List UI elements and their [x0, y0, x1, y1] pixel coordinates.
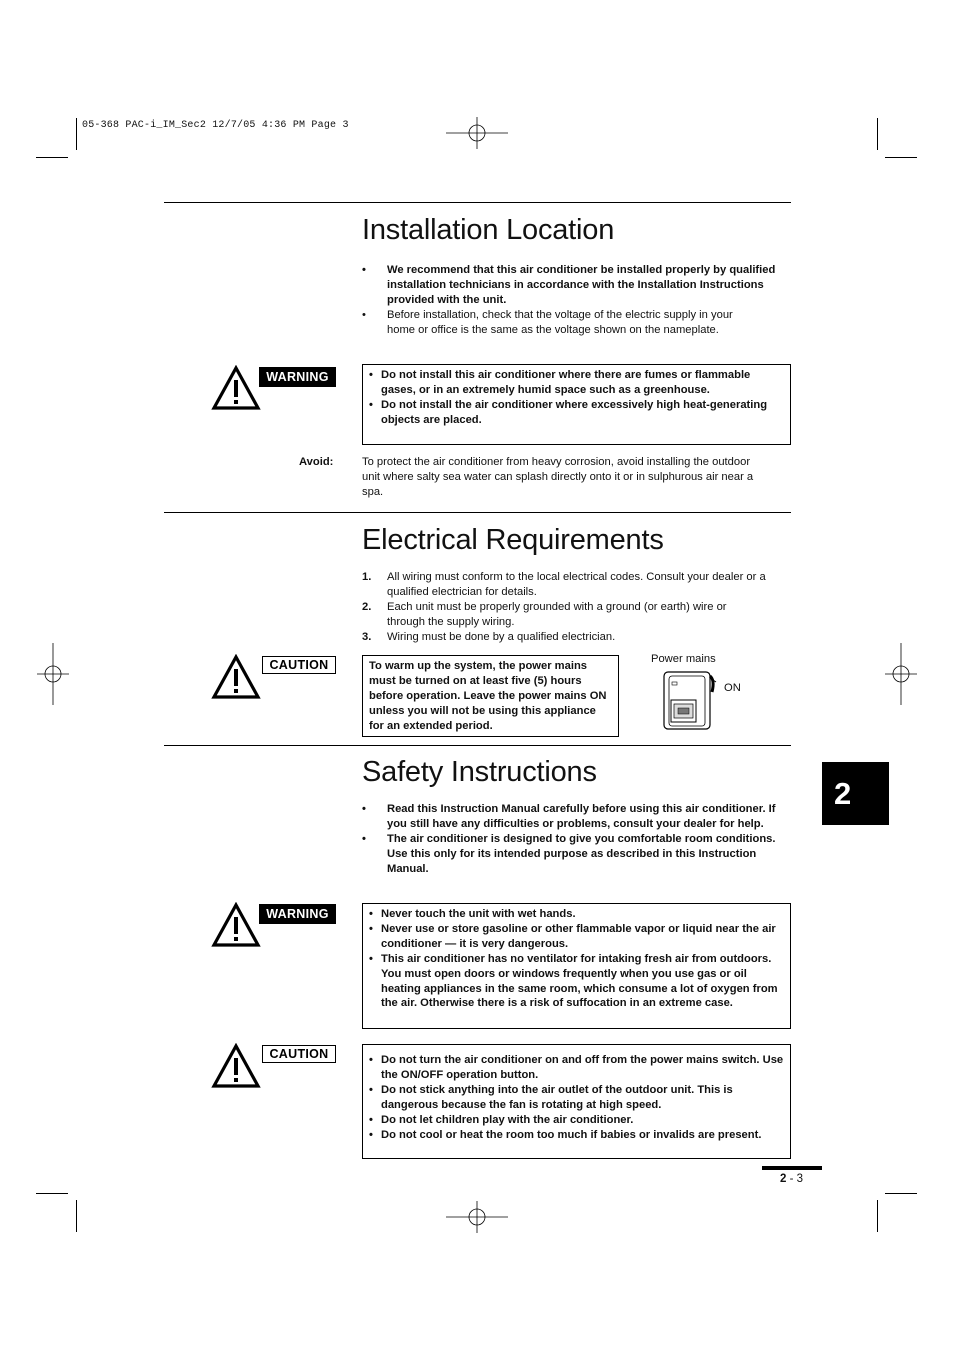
section-rule: [164, 202, 791, 203]
list-item: 2. Each unit must be properly grounded with a ground (or earth) wire or through the supply wiring.: [362, 600, 727, 628]
list-item: 1. All wiring must conform to the local electrical codes. Consult your dealer or a qualified electrician for details.: [362, 571, 766, 598]
safety-title: Safety Instructions: [362, 756, 597, 788]
safety-bullets: [362, 802, 782, 877]
list-item: • The air conditioner is designed to give you comfortable room conditions. Use this only for its intended purpose as described in this Instruction Manual.: [362, 832, 782, 877]
power-mains-label: Power mains: [651, 653, 716, 665]
list-item: • This air conditioner has no ventilator for intaking fresh air from outdoors. You must open doors or windows frequently when you use gas or oil heating appliances in the same room, which consume a lot of oxygen from the air. Otherwise there is a risk of suffocation in an extreme case.: [369, 952, 784, 1012]
safety-caution-box: [362, 1044, 791, 1159]
section-tab: 2: [822, 762, 889, 825]
page-number-bar: [762, 1166, 822, 1170]
safety-warning-box: [362, 903, 791, 1029]
page-number: 2 - 3: [780, 1173, 804, 1185]
installation-title: Installation Location: [362, 214, 615, 246]
list-item: • Never touch the unit with wet hands.: [369, 907, 784, 922]
installation-bullets: [362, 263, 787, 338]
list-item: • Read this Instruction Manual carefully before using this air conditioner. If you still have any difficulties or problems, consult your dealer for help.: [362, 802, 782, 832]
avoid-text: To protect the air conditioner from heavy corrosion, avoid installing the outdoor unit where salty sea water can splash directly onto it or in sulphurous air near a spa.: [362, 456, 754, 498]
electrical-list: [362, 570, 787, 645]
avoid-label: Avoid:: [299, 456, 334, 468]
electrical-caution-box: [362, 655, 619, 737]
list-item: • Do not cool or heat the room too much if babies or invalids are present.: [369, 1128, 784, 1143]
printer-slug: 05-368 PAC-i_IM_Sec2 12/7/05 4:36 PM Page 3: [82, 120, 349, 131]
list-item: • Do not install this air conditioner where there are fumes or flammable gases, or in an extremely humid space such as a greenhouse.: [369, 368, 784, 398]
list-item: • Never use or store gasoline or other flammable vapor or liquid near the air conditioner — it is very dangerous.: [369, 922, 784, 952]
warning-label: WARNING: [259, 367, 336, 387]
section-rule: [164, 512, 791, 513]
caution-label: CAUTION: [262, 1045, 336, 1063]
list-item: • Do not install the air conditioner where excessively high heat-generating objects are placed.: [369, 398, 784, 428]
installation-warning-box: [362, 364, 791, 445]
list-item: • Do not stick anything into the air outlet of the outdoor unit. This is dangerous because the fan is rotating at high speed.: [369, 1083, 784, 1113]
caution-text: To warm up the system, the power mains must be turned on at least five (5) hours before operation. Leave the power mains ON unless you will not be using this appliance for an extended period.: [369, 660, 607, 732]
registration-mark-bottom: [446, 1201, 508, 1233]
warning-label: WARNING: [259, 904, 336, 924]
list-item: • We recommend that this air conditioner be installed properly by qualified installation technicians in accordance with the Installation Instructions provided with the unit.: [362, 263, 787, 308]
registration-mark-left: [37, 643, 69, 705]
list-item: • Do not let children play with the air conditioner.: [369, 1113, 784, 1128]
caution-label: CAUTION: [262, 656, 336, 674]
registration-mark-right: [885, 643, 917, 705]
power-mains-switch-icon: [660, 670, 718, 732]
registration-mark-top: [446, 117, 508, 149]
caution-triangle-icon: [211, 654, 261, 700]
list-item: • Do not turn the air conditioner on and off from the power mains switch. Use the ON/OFF operation button.: [369, 1053, 784, 1083]
on-label: ON: [724, 682, 741, 694]
caution-triangle-icon: [211, 1043, 261, 1089]
electrical-title: Electrical Requirements: [362, 524, 664, 556]
section-rule: [164, 745, 791, 746]
list-item: 3. Wiring must be done by a qualified electrician.: [362, 630, 616, 643]
warning-triangle-icon: [211, 365, 261, 411]
list-item: • Before installation, check that the voltage of the electric supply in your home or office is the same as the voltage shown on the nameplate.: [362, 308, 787, 338]
warning-triangle-icon: [211, 902, 261, 948]
